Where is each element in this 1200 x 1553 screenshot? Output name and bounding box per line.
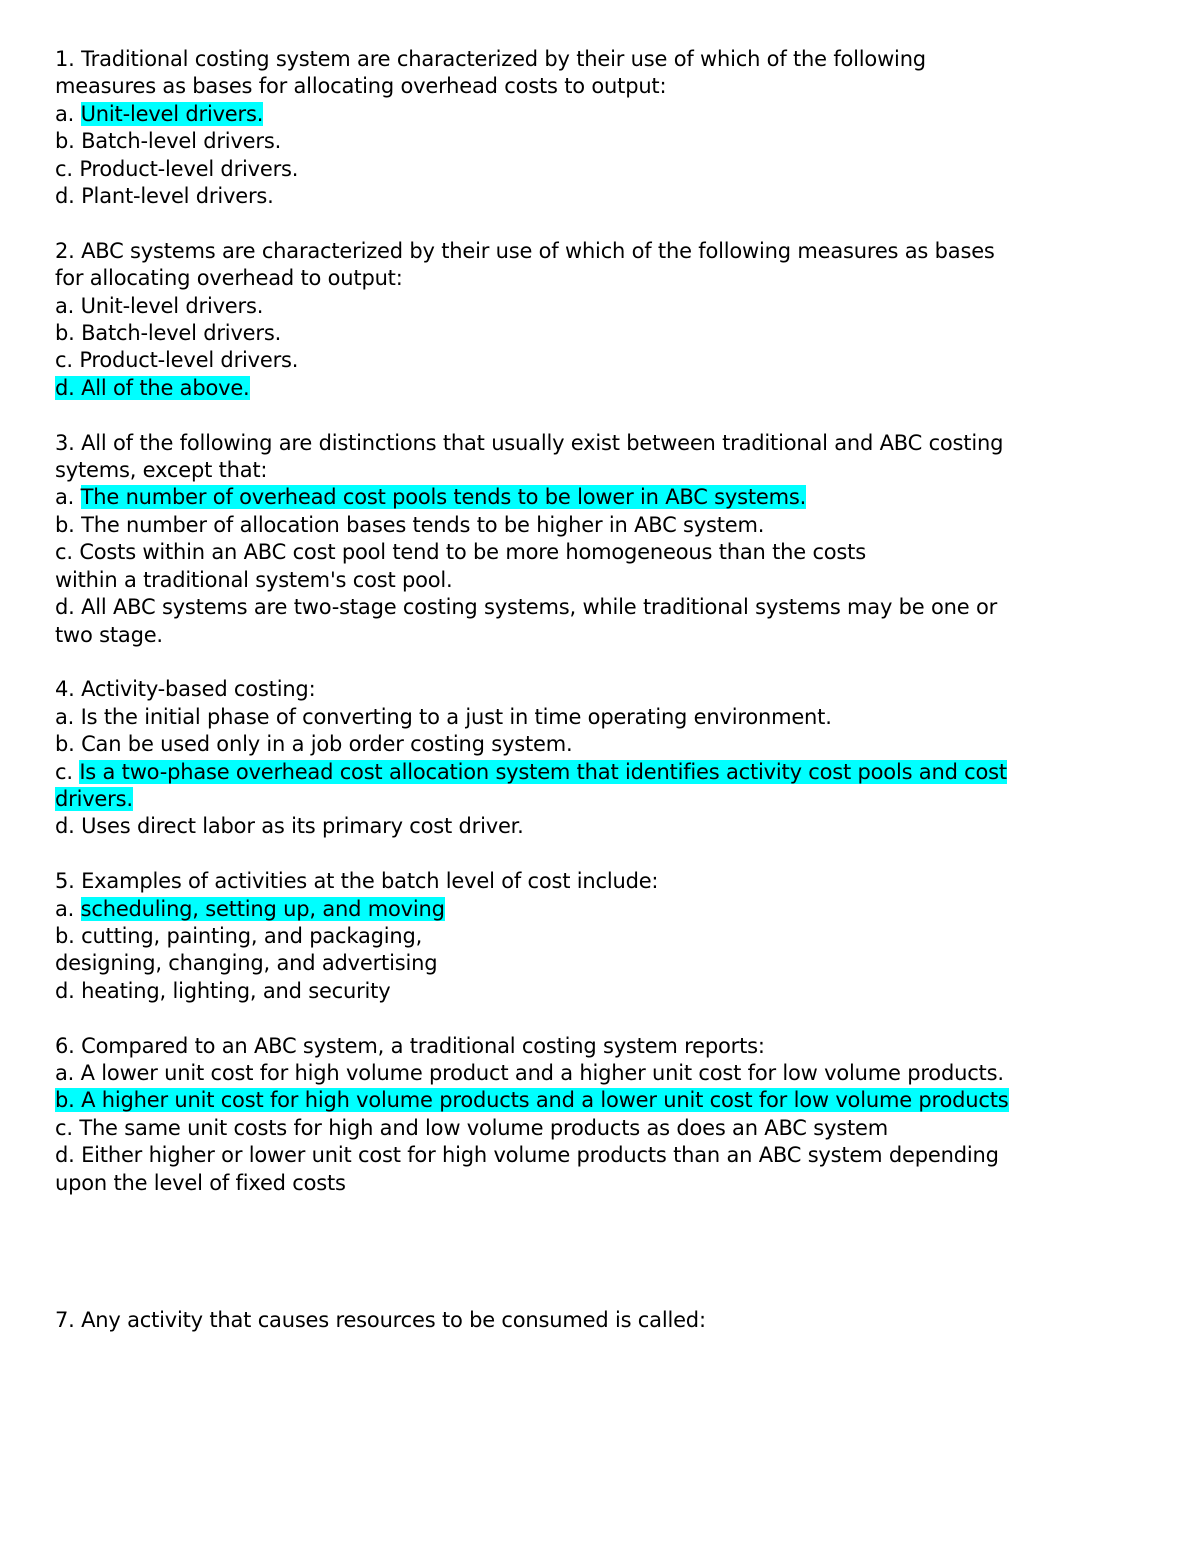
answer-option-b bbox=[55, 320, 1170, 347]
question-stem: 2. ABC systems are characterized by their use of which of the following measures as bases bbox=[55, 238, 995, 263]
option-letter: c. bbox=[55, 1115, 73, 1140]
highlighted-answer: The number of overhead cost pools tends to be lower in ABC systems. bbox=[80, 485, 807, 510]
option-letter: c. bbox=[55, 540, 73, 565]
question-stem: measures as bases for allocating overhead costs to output: bbox=[55, 74, 667, 99]
option-letter: a. bbox=[55, 704, 75, 729]
option-letter: d. bbox=[55, 814, 75, 839]
option-text: Can be used only in a job order costing system. bbox=[81, 732, 573, 757]
option-letter: c. bbox=[55, 348, 73, 373]
answer-option-c bbox=[55, 347, 1170, 374]
option-continuation: upon the level of fixed costs bbox=[55, 1170, 346, 1195]
question-stem: 7. Any activity that causes resources to be consumed is called: bbox=[55, 1307, 706, 1332]
option-text: The same unit costs for high and low volume products as does an ABC system bbox=[79, 1115, 888, 1140]
answer-option-d bbox=[55, 375, 1170, 402]
answer-option-c bbox=[55, 539, 1170, 566]
question-stem: 1. Traditional costing system are characterized by their use of which of the following bbox=[55, 47, 926, 71]
option-letter: d. bbox=[55, 978, 75, 1003]
question-7 bbox=[55, 1307, 1170, 1334]
answer-option-a bbox=[55, 704, 1170, 731]
answer-option-b bbox=[55, 923, 1170, 950]
option-text: The number of allocation bases tends to be higher in ABC system. bbox=[81, 512, 765, 537]
option-text: All of the above. bbox=[81, 375, 250, 400]
question-stem: 3. All of the following are distinctions that usually exist between traditional and ABC costing bbox=[55, 430, 1004, 455]
option-text: Is the initial phase of converting to a just in time operating environment. bbox=[80, 704, 832, 729]
option-letter: a. bbox=[55, 101, 75, 126]
question-4 bbox=[55, 676, 1170, 840]
question-stem: 6. Compared to an ABC system, a traditional costing system reports: bbox=[55, 1033, 765, 1058]
highlighted-answer bbox=[55, 1088, 1009, 1112]
option-continuation: two stage. bbox=[55, 622, 163, 647]
option-text: Either higher or lower unit cost for high volume products than an ABC system depending bbox=[81, 1143, 999, 1168]
option-text: designing, changing, and advertising bbox=[55, 951, 438, 976]
highlighted-answer: Is a two-phase overhead cost allocation system that identifies activity cost pools and cost bbox=[79, 759, 1007, 784]
answer-option-d bbox=[55, 594, 1170, 621]
option-text: Uses direct labor as its primary cost driver. bbox=[81, 814, 524, 839]
highlighted-answer: drivers. bbox=[55, 786, 133, 811]
answer-option-a bbox=[55, 1060, 1170, 1087]
option-letter: b. bbox=[55, 923, 75, 948]
option-text: Product-level drivers. bbox=[79, 156, 299, 181]
option-letter: d. bbox=[55, 184, 75, 209]
answer-option-a bbox=[55, 896, 1170, 923]
option-text: Costs within an ABC cost pool tend to be more homogeneous than the costs bbox=[79, 540, 866, 565]
option-letter: b. bbox=[55, 512, 75, 537]
option-text: Unit-level drivers. bbox=[80, 293, 264, 318]
option-continuation: within a traditional system's cost pool. bbox=[55, 567, 453, 592]
option-letter: b. bbox=[55, 1088, 75, 1113]
answer-option-a bbox=[55, 101, 1170, 128]
option-text: Batch-level drivers. bbox=[81, 129, 282, 154]
option-text: Batch-level drivers. bbox=[81, 321, 282, 346]
answer-option-d bbox=[55, 1142, 1170, 1169]
question-3 bbox=[55, 430, 1170, 649]
answer-option-c bbox=[55, 156, 1170, 183]
answer-option-c bbox=[55, 950, 1170, 977]
document-page bbox=[55, 46, 1170, 1334]
option-letter: c. bbox=[55, 759, 73, 784]
option-letter: b. bbox=[55, 321, 75, 346]
option-letter: a. bbox=[55, 485, 75, 510]
question-6 bbox=[55, 1033, 1170, 1197]
option-text: Plant-level drivers. bbox=[81, 184, 274, 209]
option-text: heating, lighting, and security bbox=[81, 978, 391, 1003]
answer-option-c bbox=[55, 759, 1170, 786]
option-letter: b. bbox=[55, 732, 75, 757]
answer-option-d bbox=[55, 183, 1170, 210]
answer-option-a bbox=[55, 293, 1170, 320]
answer-option-b bbox=[55, 731, 1170, 758]
question-stem: 5. Examples of activities at the batch level of cost include: bbox=[55, 869, 659, 894]
highlighted-answer: Unit-level drivers. bbox=[80, 101, 264, 126]
answer-option-b bbox=[55, 128, 1170, 155]
option-letter: a. bbox=[55, 896, 75, 921]
option-letter: d. bbox=[55, 1143, 75, 1168]
option-text: A lower unit cost for high volume product and a higher unit cost for low volume products. bbox=[80, 1060, 1004, 1085]
answer-option-d bbox=[55, 978, 1170, 1005]
question-1 bbox=[55, 46, 1170, 210]
option-letter: d. bbox=[55, 595, 75, 620]
question-stem: 4. Activity-based costing: bbox=[55, 677, 316, 702]
option-text: cutting, painting, and packaging, bbox=[81, 923, 423, 948]
option-letter: b. bbox=[55, 129, 75, 154]
question-stem: sytems, except that: bbox=[55, 458, 268, 483]
highlighted-answer bbox=[55, 376, 250, 400]
option-text: A higher unit cost for high volume products and a lower unit cost for low volume products bbox=[81, 1088, 1009, 1113]
answer-option-b bbox=[55, 1087, 1170, 1114]
question-5 bbox=[55, 868, 1170, 1005]
option-text: All ABC systems are two-stage costing systems, while traditional systems may be one or bbox=[81, 595, 998, 620]
option-letter: a. bbox=[55, 1060, 75, 1085]
answer-option-a bbox=[55, 484, 1170, 511]
question-2 bbox=[55, 238, 1170, 402]
answer-option-c bbox=[55, 1115, 1170, 1142]
option-letter: a. bbox=[55, 293, 75, 318]
question-stem: for allocating overhead to output: bbox=[55, 266, 403, 291]
option-letter: c. bbox=[55, 156, 73, 181]
option-text: Product-level drivers. bbox=[79, 348, 299, 373]
answer-option-d bbox=[55, 813, 1170, 840]
option-continuation bbox=[55, 786, 1170, 813]
option-letter: d. bbox=[55, 375, 75, 400]
answer-option-b bbox=[55, 512, 1170, 539]
highlighted-answer: scheduling, setting up, and moving bbox=[80, 896, 445, 921]
